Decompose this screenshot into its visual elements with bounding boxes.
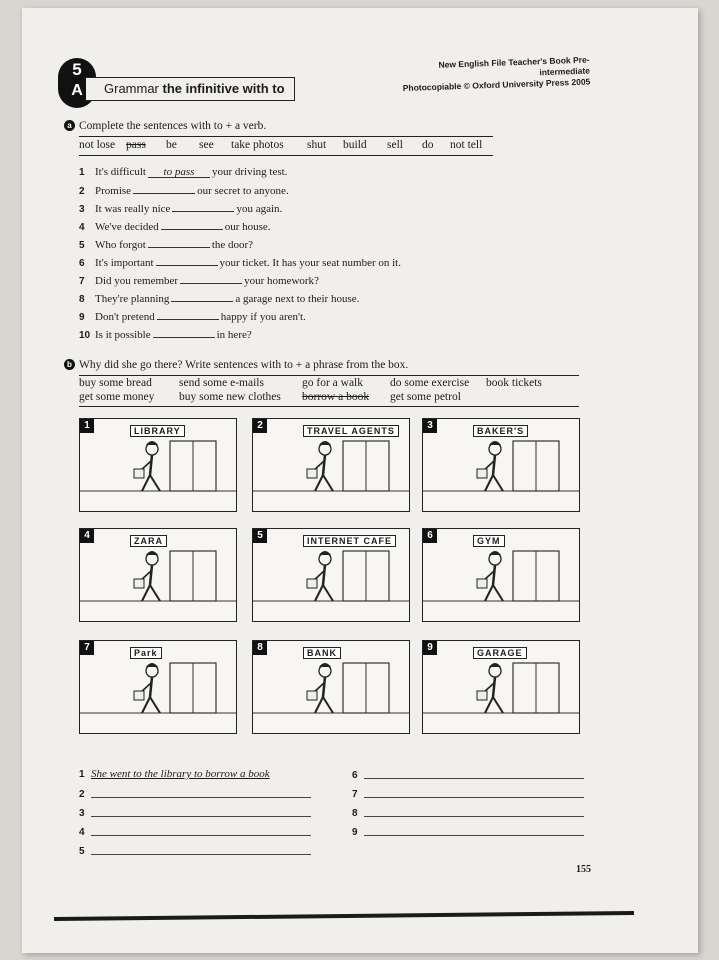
sentence-row — [79, 310, 306, 323]
panel-number: 2 — [253, 419, 267, 433]
sentence-end: your homework? — [244, 275, 319, 287]
answer-blank[interactable] — [180, 274, 242, 284]
copyright-notice: Photocopiable © Oxford University Press 2005 — [402, 76, 591, 94]
exercise-a-bullet: a — [64, 120, 75, 131]
topic-label: the infinitive with to — [162, 81, 285, 96]
answer-number: 6 — [352, 770, 358, 781]
phrase-option: book tickets — [486, 377, 542, 389]
sentence-end: your driving test. — [211, 166, 288, 178]
panel-number: 4 — [80, 529, 94, 543]
unit-number: 5 — [72, 60, 82, 79]
answer-number: 9 — [352, 827, 358, 838]
word-box-top-rule — [79, 136, 493, 137]
answer-row — [352, 768, 584, 781]
picture-panel — [79, 640, 237, 734]
phrase-box-bottom-rule — [79, 406, 579, 407]
sentence-number: 4 — [79, 222, 85, 233]
answer-row — [79, 806, 311, 819]
word-option: pass — [126, 139, 146, 151]
sentence-number: 8 — [79, 294, 85, 305]
answer-blank[interactable] — [156, 256, 218, 266]
phrase-option: go for a walk — [302, 377, 363, 389]
sentence-end: happy if you aren't. — [220, 311, 306, 323]
answer-line[interactable] — [91, 825, 311, 836]
sentence-end: you again. — [236, 203, 283, 215]
phrase-option: borrow a book — [302, 391, 370, 403]
shop-sign: Park — [130, 647, 162, 659]
word-option: see — [199, 139, 214, 151]
sentence-start: It was really nice — [95, 203, 171, 215]
sentence-number: 10 — [79, 330, 91, 341]
sentence-row — [79, 292, 359, 305]
answer-number: 7 — [352, 789, 358, 800]
answer-line[interactable] — [364, 825, 584, 836]
shop-sign: GARAGE — [473, 647, 527, 659]
picture-panel — [79, 418, 237, 512]
picture-panel — [252, 640, 410, 734]
answer-row — [352, 825, 584, 838]
answer-row — [352, 806, 584, 819]
answer-row — [79, 787, 311, 800]
panel-number: 7 — [80, 641, 94, 655]
word-option: do — [422, 139, 434, 151]
word-option: take photos — [231, 139, 284, 151]
phrase-option: buy some new clothes — [179, 391, 281, 403]
word-option: sell — [387, 139, 403, 151]
sentence-number: 1 — [79, 167, 85, 178]
panel-number: 9 — [423, 641, 437, 655]
sentence-start: They're planning — [95, 293, 170, 305]
example-answer: She went to the library to borrow a book — [91, 768, 270, 780]
exercise-a-instruction: a Complete the sentences with to + a verb. — [64, 120, 266, 132]
section-label: Grammar — [104, 81, 159, 96]
answer-blank[interactable] — [157, 310, 219, 320]
answer-number: 2 — [79, 789, 85, 800]
phrase-option: send some e-mails — [179, 377, 264, 389]
picture-panel — [422, 640, 580, 734]
book-header — [389, 55, 590, 95]
sentence-start: It's important — [95, 257, 154, 269]
picture-panel — [252, 528, 410, 622]
answer-blank[interactable] — [172, 202, 234, 212]
answer-blank[interactable] — [161, 220, 223, 230]
shop-sign: INTERNET CAFE — [303, 535, 396, 547]
sentence-number: 7 — [79, 276, 85, 287]
phrase-option: buy some bread — [79, 377, 152, 389]
answer-blank[interactable] — [171, 292, 233, 302]
phrase-option: get some money — [79, 391, 155, 403]
sentence-row — [79, 220, 271, 233]
phrase-option: get some petrol — [390, 391, 461, 403]
word-option: not tell — [450, 139, 483, 151]
answer-number: 3 — [79, 808, 85, 819]
shop-sign: TRAVEL AGENTS — [303, 425, 399, 437]
book-title: New English File Teacher's Book Pre-intermediate — [438, 54, 591, 78]
sentence-row — [79, 166, 287, 178]
page-number: 155 — [576, 864, 591, 875]
panel-number: 5 — [253, 529, 267, 543]
shop-sign: BAKER'S — [473, 425, 528, 437]
sentence-end: our secret to anyone. — [197, 185, 289, 197]
answer-line[interactable] — [91, 806, 311, 817]
word-option: build — [343, 139, 367, 151]
answer-number: 5 — [79, 846, 85, 857]
answer-line[interactable] — [91, 844, 311, 855]
answer-line[interactable] — [364, 787, 584, 798]
answer-blank[interactable] — [153, 328, 215, 338]
sentence-row — [79, 256, 401, 269]
sentence-start: We've decided — [95, 221, 159, 233]
footer-rule — [54, 911, 634, 921]
picture-panel — [422, 418, 580, 512]
sentence-row — [79, 274, 319, 287]
word-box — [79, 139, 499, 155]
sentence-end: a garage next to their house. — [235, 293, 360, 305]
panel-number: 6 — [423, 529, 437, 543]
answer-number: 8 — [352, 808, 358, 819]
picture-panel — [79, 528, 237, 622]
answer-row — [352, 787, 584, 800]
sentence-end: your ticket. It has your seat number on it. — [219, 257, 401, 269]
answer-line[interactable] — [91, 787, 311, 798]
answer-row — [79, 825, 311, 838]
word-option: be — [166, 139, 177, 151]
sentence-number: 3 — [79, 204, 85, 215]
exercise-b-bullet: b — [64, 359, 75, 370]
shop-sign: LIBRARY — [130, 425, 185, 437]
sentence-start: Is it possible — [95, 329, 151, 341]
sentence-row — [79, 184, 289, 197]
sentence-end: our house. — [224, 221, 271, 233]
sentence-number: 5 — [79, 240, 85, 251]
page-title — [86, 77, 295, 101]
sentence-number: 6 — [79, 258, 85, 269]
word-option: shut — [307, 139, 327, 151]
answer-line[interactable] — [364, 806, 584, 817]
phrase-box-row2 — [79, 391, 579, 405]
panel-number: 1 — [80, 419, 94, 433]
phrase-box-top-rule — [79, 375, 579, 376]
answer-blank[interactable] — [133, 184, 195, 194]
sentence-number: 2 — [79, 186, 85, 197]
sentence-row — [79, 328, 252, 341]
shop-sign: BANK — [303, 647, 341, 659]
answer-row — [79, 768, 270, 780]
sentence-end: in here? — [216, 329, 252, 341]
panel-number: 3 — [423, 419, 437, 433]
shop-sign: ZARA — [130, 535, 167, 547]
sentence-end: the door? — [211, 239, 254, 251]
sentence-start: Did you remember — [95, 275, 179, 287]
answer-number: 1 — [79, 769, 85, 780]
panel-number: 8 — [253, 641, 267, 655]
sentence-row — [79, 238, 253, 251]
answer-number: 4 — [79, 827, 85, 838]
sentence-start: Don't pretend — [95, 311, 155, 323]
phrase-option: do some exercise — [390, 377, 470, 389]
worksheet-page — [22, 8, 698, 953]
word-option: not lose — [79, 139, 116, 151]
picture-panel — [252, 418, 410, 512]
answer-row — [79, 844, 311, 857]
sentence-number: 9 — [79, 312, 85, 323]
answer-line[interactable] — [364, 768, 584, 779]
phrase-box-row1 — [79, 377, 579, 391]
word-box-bottom-rule — [79, 155, 493, 156]
exercise-b-instruction: b Why did she go there? Write sentences with to + a phrase from the box. — [64, 359, 408, 371]
sentence-row — [79, 202, 282, 215]
answer-blank[interactable]: to pass — [148, 168, 210, 178]
sentence-start: Who forgot — [95, 239, 146, 251]
sentence-start: It's difficult — [95, 166, 146, 178]
sentence-start: Promise — [95, 185, 132, 197]
unit-letter: A — [71, 82, 83, 99]
answer-blank[interactable] — [148, 238, 210, 248]
picture-panel — [422, 528, 580, 622]
shop-sign: GYM — [473, 535, 505, 547]
